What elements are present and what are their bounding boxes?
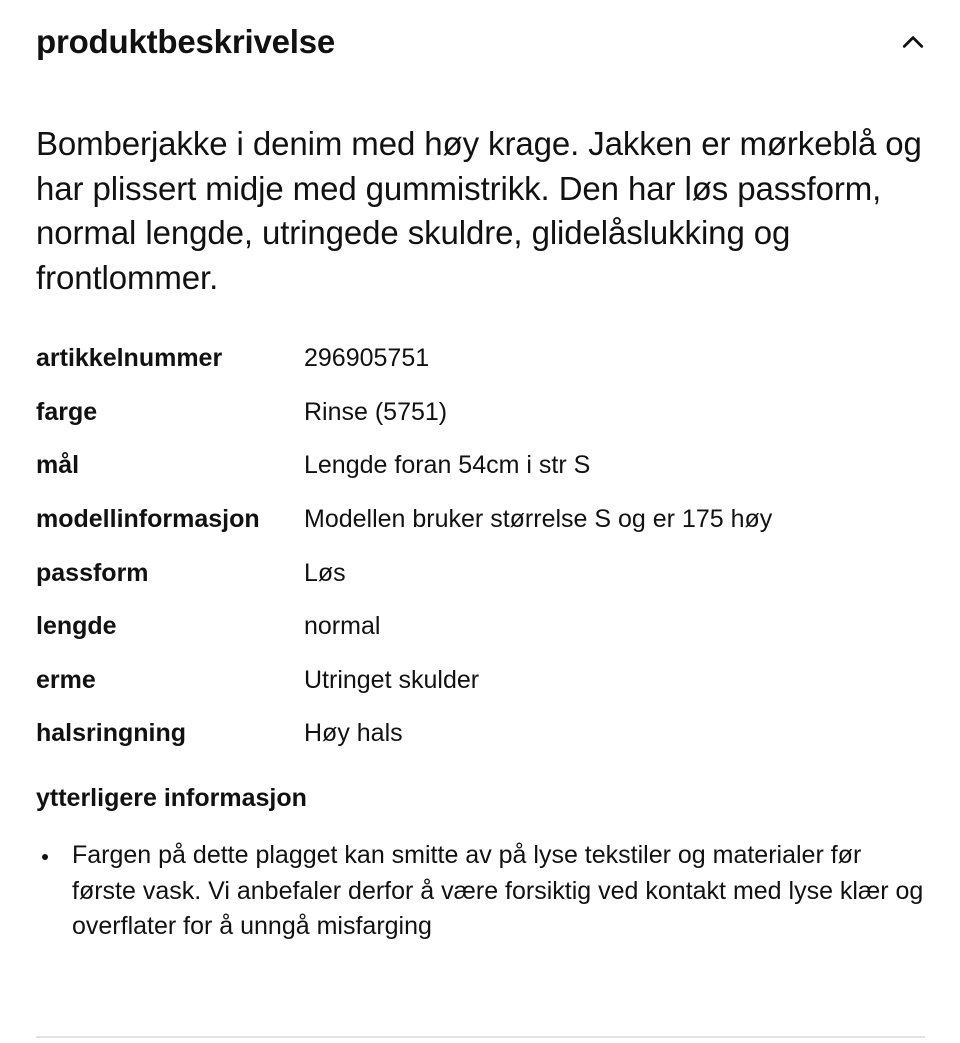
additional-info-text: Fargen på dette plagget kan smitte av på lyse tekstiler og materialer før første vask. Vi anbefaler derfor å være forsiktig ved kontakt med lyse klær og overflater for å unngå misfarging — [72, 841, 924, 940]
spec-label: passform — [36, 558, 149, 587]
spec-row-article-number — [36, 332, 925, 386]
spec-row-color — [36, 386, 925, 440]
spec-value: Lengde foran 54cm i str S — [304, 451, 591, 480]
spec-label: lengde — [36, 612, 117, 641]
spec-row-model-info — [36, 493, 925, 547]
spec-label: modellinformasjon — [36, 505, 260, 534]
product-description-header[interactable] — [36, 18, 925, 66]
chevron-up-icon[interactable] — [893, 22, 933, 62]
list-item — [36, 838, 925, 945]
spec-label: mål — [36, 451, 80, 480]
spec-row-measurements — [36, 439, 925, 493]
spec-value: Rinse (5751) — [304, 397, 448, 426]
spec-value: Modellen bruker størrelse S og er 175 høy — [304, 505, 773, 534]
spec-label: artikkelnummer — [36, 344, 223, 373]
spec-row-sleeve — [36, 654, 925, 708]
spec-label: erme — [36, 665, 96, 694]
product-specs-table — [36, 332, 925, 761]
spec-value: Utringet skulder — [304, 665, 480, 694]
spec-label: farge — [36, 397, 98, 426]
product-description-text: Bomberjakke i denim med høy krage. Jakken er mørkeblå og har plissert midje med gummistrikk. Den har løs passform, normal lengde, utringede skuldre, glidelåslukking og frontlommer. — [36, 125, 922, 296]
spec-label: halsringning — [36, 719, 186, 748]
additional-info-list — [36, 838, 925, 945]
product-description-section — [36, 0, 925, 1043]
section-title: produktbeskrivelse — [36, 23, 336, 60]
bullet-icon — [42, 854, 48, 860]
spec-row-neckline — [36, 707, 925, 761]
spec-value: normal — [304, 612, 381, 641]
spec-value: 296905751 — [304, 344, 430, 373]
spec-row-length — [36, 600, 925, 654]
spec-value: Høy hals — [304, 719, 403, 748]
spec-row-fit — [36, 546, 925, 600]
additional-info-title: ytterligere informasjon — [36, 784, 307, 812]
section-divider — [36, 1036, 925, 1038]
spec-value: Løs — [304, 558, 346, 587]
